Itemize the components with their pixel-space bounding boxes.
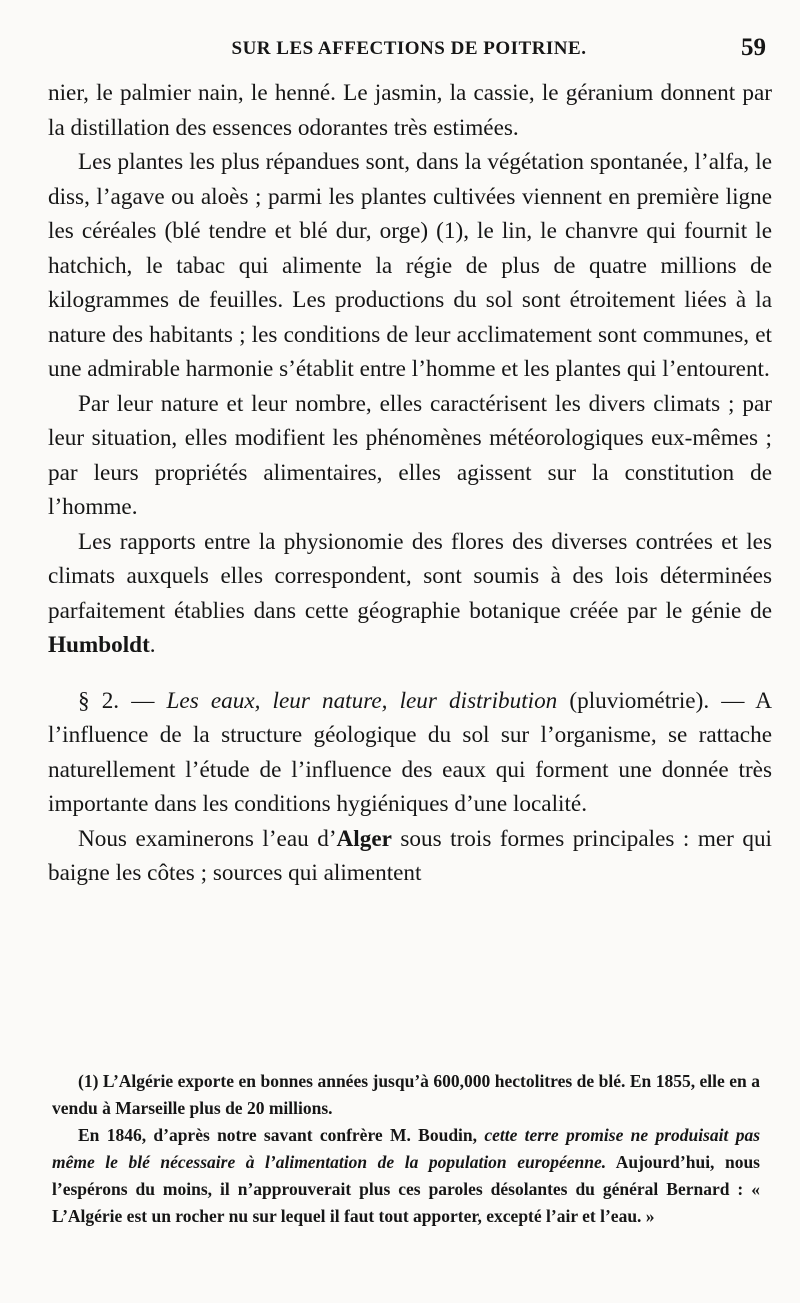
paragraph [48, 145, 772, 387]
footnotes [52, 1068, 760, 1230]
place-name: Alger [336, 825, 392, 852]
running-title: SUR LES AFFECTIONS DE POITRINE. [231, 38, 587, 59]
paragraph-text: (pluviométrie). — A l’influence de la structure géologique du sol sur l’organisme, se rattache naturellement l’étude de l’influence des eaux qui forment une donnée très importante dans les conditions hygiéniques d’une localité. [48, 687, 772, 817]
paragraph-text: sous trois formes principales : mer qui baigne les côtes ; sources qui alimentent [48, 825, 772, 886]
paragraph-text: nier, le palmier nain, le henné. Le jasmin, la cassie, le géranium donnent par la distillation des essences odorantes très estimées. [48, 80, 772, 141]
person-name: Humboldt [48, 632, 150, 658]
footnote [52, 1068, 760, 1122]
main-text [48, 76, 772, 891]
page-number: 59 [741, 34, 766, 61]
page-header [48, 34, 770, 64]
paragraph-text: . [149, 632, 156, 658]
footnote-quote: cette terre promise ne produisait pas même le blé nécessaire à l’alimentation de la population européenne. [52, 1125, 760, 1172]
section-title: Les eaux, leur nature, leur distribution [166, 687, 558, 714]
paragraph [48, 822, 772, 891]
paragraph-text: Les plantes les plus répandues sont, dans la végétation spontanée, l’alfa, le diss, l’agave ou aloès ; parmi les plantes cultivées viennent en première ligne les céréales (blé tendre et blé dur, orge) (1), le lin, le chanvre qui fournit le hatchich, le tabac qui alimente la régie de plus de quatre millions de kilogrammes de feuilles. Les productions du sol sont étroitement liées à la nature des habitants ; les conditions de leur acclimatement sont communes, et une admirable harmonie s’établit entre l’homme et les plantes qui l’entourent. [48, 149, 772, 382]
paragraph [48, 387, 772, 525]
footnote-text: Aujourd’hui, nous l’espérons du moins, il n’approuverait plus ces paroles désolantes du général Bernard : « L’Algérie est un rocher nu sur lequel il faut tout apporter, excepté l’air et l’eau. » [52, 1152, 760, 1226]
paragraph-text: Par leur nature et leur nombre, elles caractérisent les divers climats ; par leur situation, elles modifient les phénomènes météorologiques eux-mêmes ; par leurs propriétés alimentaires, elles agissent sur la constitution de l’homme. [48, 390, 772, 520]
section-number: § 2. — [78, 687, 167, 714]
section-paragraph [48, 684, 772, 822]
footnote-text: En 1846, d’après notre savant confrère M. Boudin, [78, 1125, 485, 1145]
paragraph [48, 525, 772, 663]
footnote-continued [52, 1122, 760, 1230]
paragraph-text: Les rapports entre la physionomie des flores des diverses contrées et les climats auxquels elles correspondent, sont soumis à des lois déterminées parfaitement établies dans cette géographie botanique créée par le génie de [48, 528, 772, 624]
paragraph [48, 76, 772, 145]
footnote-text: (1) L’Algérie exporte en bonnes années jusqu’à 600,000 hectolitres de blé. En 1855, elle en a vendu à Marseille plus de 20 millions. [52, 1071, 760, 1118]
paragraph-text: Nous examinerons l’eau d’ [78, 825, 337, 852]
